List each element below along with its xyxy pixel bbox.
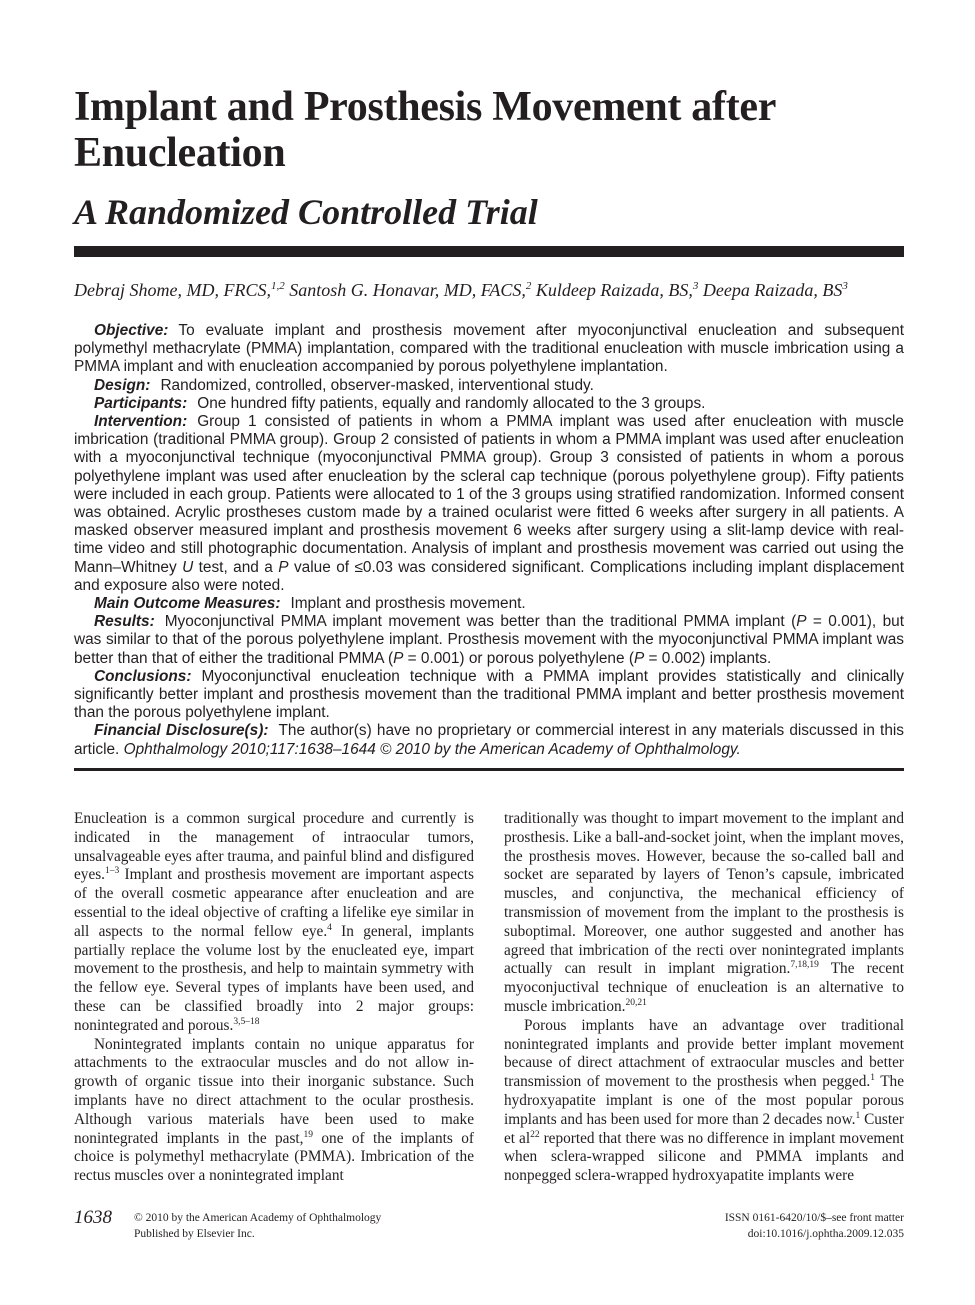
reference-link[interactable]: 1 (855, 1110, 861, 1121)
body-paragraph (74, 1036, 474, 1186)
abstract-italic: U (182, 558, 194, 576)
abstract-text: Implant and prosthesis movement. (290, 595, 526, 613)
abstract-label: Financial Disclosure(s): (94, 722, 269, 740)
footer-identifiers (725, 1210, 904, 1242)
body-column-right (504, 810, 904, 1186)
abstract-outcome (74, 595, 904, 613)
doi-link[interactable]: doi:10.1016/j.ophtha.2009.12.035 (747, 1228, 904, 1240)
body-text: Nonintegrated implants contain no unique apparatus for attachments to the extraocular muscles and do not allow in-growth of organic tissue into their inorganic substance. Such implants have no direct attachment to the ocular prosthesis. Although various materials have been used to make nonintegrated implants in the past, (74, 1035, 474, 1147)
abstract-text: test, and a (193, 558, 279, 576)
abstract-text: = 0.001) or porous polyethylene ( (403, 649, 634, 667)
body-paragraph (504, 1017, 904, 1186)
abstract-label: Design: (94, 376, 151, 394)
reference-link[interactable]: 4 (327, 922, 332, 933)
body-text: In general, implants partially replace the volume lost by the enucleated eye, impart movement to the prosthesis, and help to maintain symmetry with the fellow eye. Several types of implants have been used, and these can be classified broadly into 2 major groups: nonintegrated and porous. (74, 922, 474, 1034)
publisher-line: Published by Elsevier Inc. (134, 1228, 255, 1240)
body-text: Porous implants have an advantage over traditional nonintegrated implants and provide better implant movement because of direct attachment of extraocular muscles and better transmission of movement to the prosthesis when pegged. (504, 1016, 904, 1091)
reference-link[interactable]: 20,21 (625, 997, 647, 1008)
abstract-italic: P (278, 558, 289, 576)
abstract-label: Conclusions: (94, 667, 192, 685)
body-text: Custer et al (504, 1110, 905, 1147)
reference-link[interactable]: 19 (303, 1129, 313, 1140)
author-affiliation: 1,2 (270, 280, 285, 292)
body-text: Enucleation is a common surgical procedure and currently is indicated in the management of intraocular tumors, unsalvageable eyes after trauma, and painful blind and disfigured eyes. (74, 810, 474, 884)
abstract-text: Group 1 consisted of patients in whom a PMMA implant was used after enucleation with muscle imbrication (traditional PMMA group). Group 2 consisted of patients in whom a PMMA implant was used after enucleation with a myoconjunctival technique (myoconjunctival PMMA group). Group 3 consisted of patients in whom a porous polyethylene implant was used after enucleation by the scleral cap technique (porous polyethylene group). Fifty patients were included in each group. Patients were allocated to 1 of the 3 groups using stratified randomization. Informed consent was obtained. Acrylic prostheses custom made by a trained ocularist were fitted 6 weeks after surgery in all patients. A masked observer measured implant and prosthesis movement 6 weeks after surgery using a slit-lamp device with real-time video and still photographic documentation. Analysis of implant and prosthesis movement was carried out using the Mann–Whitney (74, 413, 904, 576)
abstract-text: Randomized, controlled, observer-masked, interventional study. (160, 376, 594, 394)
abstract-label: Intervention: (94, 413, 188, 431)
abstract-label: Results: (94, 613, 155, 631)
abstract (74, 322, 904, 759)
body-text: one of the implants of choice is polymethyl methacrylate (PMMA). Imbrication of the rectus muscles over a nonintegrated implant (74, 1129, 475, 1185)
author-affiliation: 3 (692, 280, 699, 292)
abstract-text: Myoconjunctival PMMA implant movement was better than the traditional PMMA implant ( (164, 613, 797, 631)
author-name: Kuldeep Raizada, BS, (531, 280, 693, 300)
abstract-text: value of ≤0.03 was considered significant. Complications including implant displacement and exposure also were noted. (74, 558, 904, 594)
abstract-italic: P (393, 649, 404, 667)
page-number: 1638 (74, 1207, 112, 1228)
abstract-label: Objective: (94, 322, 169, 339)
reference-link[interactable]: 7,18,19 (790, 960, 819, 971)
copyright-line: © 2010 by the American Academy of Ophthalmology (134, 1212, 382, 1224)
reference-link[interactable]: 22 (530, 1129, 540, 1140)
reference-link[interactable]: 3,5–18 (233, 1016, 260, 1027)
abstract-text: = 0.002) implants. (644, 649, 772, 667)
body-text: traditionally was thought to impart movement to the implant and prosthesis. Like a ball-and-socket joint, when the implant moves, the prosthesis moves. However, because the so-called ball and socket are separated by layers of Tenon’s capsule, imbricated muscles, and conjunctiva, the mechanical efficiency of transmission of movement from the implant to the prosthesis is suboptimal. Moreover, one author suggested and another has agreed that imbrication of the recti over nonintegrated implants actually can result in implant migration. (504, 810, 904, 978)
abstract-italic: P (796, 613, 807, 631)
abstract-intervention (74, 413, 904, 595)
article-title: Implant and Prosthesis Movement after Enucleation (74, 84, 776, 176)
abstract-label: Main Outcome Measures: (94, 595, 281, 613)
abstract-divider (74, 768, 904, 771)
abstract-disclosure (74, 722, 904, 758)
title-divider (74, 246, 904, 257)
issn-line: ISSN 0161-6420/10/$–see front matter (724, 1212, 904, 1224)
body-text: Implant and prosthesis movement are important aspects of the overall cosmetic appearance after enucleation and are essential to the ideal objective of crafting a lifelike eye similar in all aspects to the normal fellow eye. (74, 866, 474, 940)
author-name: Debraj Shome, MD, FRCS, (74, 280, 271, 300)
reference-link[interactable]: 1–3 (105, 866, 120, 877)
author-affiliation: 2 (525, 280, 532, 292)
reference-link[interactable]: 1 (870, 1073, 875, 1084)
body-paragraph (504, 810, 904, 1017)
body-column-left (74, 810, 474, 1186)
abstract-objective (74, 322, 904, 377)
abstract-italic: P (633, 649, 645, 667)
abstract-text: To evaluate implant and prosthesis movement after myoconjunctival enucleation and subsequent polymethyl methacrylate (PMMA) implantation, compared with the traditional enucleation with muscle imbrication using a PMMA implant and with enucleation accompanied by porous polyethylene implantation. (74, 322, 904, 376)
abstract-text: = 0.001), but was similar to that of the porous polyethylene implant. Prosthesis movement with the myoconjunctival PMMA implant was better than that of either the traditional PMMA ( (74, 613, 904, 667)
body-paragraph (74, 810, 474, 1036)
body-text: The recent myoconjuctival technique of enucleation is an alternative to muscle imbrication. (504, 960, 904, 1015)
author-list (74, 276, 904, 304)
abstract-text: One hundred fifty patients, equally and randomly allocated to the 3 groups. (197, 394, 706, 412)
abstract-label: Participants: (94, 394, 188, 412)
article-subtitle: A Randomized Controlled Trial (74, 192, 538, 232)
body-text: The hydroxyapatite implant is one of the most popular porous implants and has been used for more than 2 decades now. (504, 1073, 904, 1128)
abstract-text: Myoconjunctival enucleation technique with a PMMA implant provides statistically and clinically significantly better implant and prosthesis movement than the traditional PMMA implant and better prosthesis movement than the porous polyethylene implant. (74, 667, 904, 722)
abstract-results (74, 613, 904, 668)
author-name: Santosh G. Honavar, MD, FACS, (284, 280, 526, 300)
abstract-conclusions (74, 668, 904, 723)
abstract-design (74, 377, 904, 395)
abstract-citation: Ophthalmology 2010;117:1638–1644 © 2010 by the American Academy of Ophthalmology. (123, 740, 741, 758)
author-name: Deepa Raizada, BS (698, 280, 843, 300)
author-affiliation: 3 (842, 280, 848, 292)
abstract-text: The author(s) have no proprietary or commercial interest in any materials discussed in this article. (74, 722, 904, 758)
abstract-participants (74, 395, 904, 413)
body-text: reported that there was no difference in implant movement when sclera-wrapped silicone and PMMA implants and nonpegged sclera-wrapped hydroxyapatite implants were (504, 1129, 905, 1185)
footer-copyright (134, 1210, 381, 1242)
